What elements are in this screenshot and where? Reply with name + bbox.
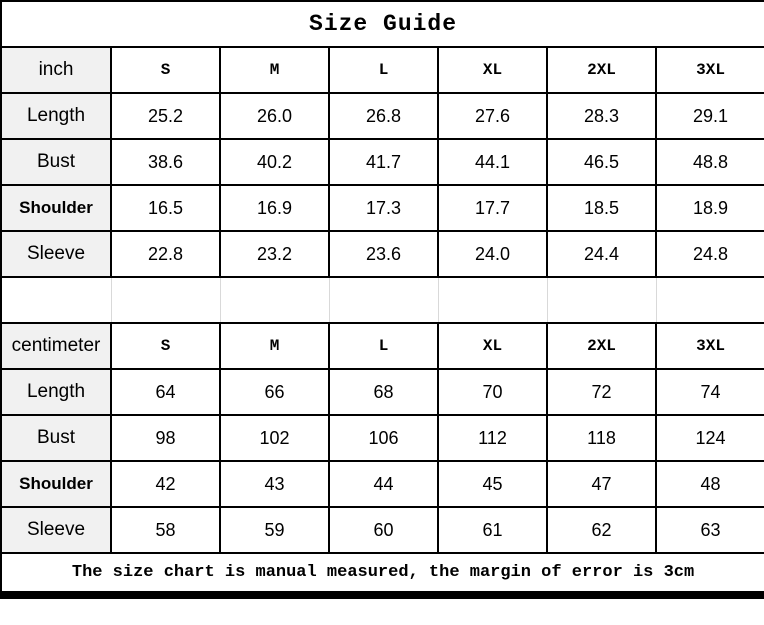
unit-label-inch: inch	[1, 47, 111, 93]
value-cell: 45	[438, 461, 547, 507]
inch-bust-row	[1, 139, 764, 185]
value-cell: 48.8	[656, 139, 764, 185]
row-label-bust: Bust	[1, 415, 111, 461]
value-cell: 59	[220, 507, 329, 553]
value-cell: 16.9	[220, 185, 329, 231]
value-cell: 44	[329, 461, 438, 507]
value-cell: 66	[220, 369, 329, 415]
value-cell: 72	[547, 369, 656, 415]
value-cell: 23.6	[329, 231, 438, 277]
value-cell: 62	[547, 507, 656, 553]
value-cell: 41.7	[329, 139, 438, 185]
size-header-m: M	[220, 47, 329, 93]
value-cell: 17.7	[438, 185, 547, 231]
value-cell: 17.3	[329, 185, 438, 231]
value-cell: 24.4	[547, 231, 656, 277]
value-cell: 18.5	[547, 185, 656, 231]
size-header-3xl: 3XL	[656, 47, 764, 93]
spacer-cell	[329, 277, 438, 323]
value-cell: 26.8	[329, 93, 438, 139]
title-row	[1, 1, 764, 47]
size-header-l: L	[329, 323, 438, 369]
value-cell: 16.5	[111, 185, 220, 231]
row-label-length: Length	[1, 369, 111, 415]
spacer-cell	[220, 277, 329, 323]
row-label-sleeve: Sleeve	[1, 507, 111, 553]
size-header-xl: XL	[438, 323, 547, 369]
value-cell: 47	[547, 461, 656, 507]
value-cell: 40.2	[220, 139, 329, 185]
size-header-3xl: 3XL	[656, 323, 764, 369]
value-cell: 63	[656, 507, 764, 553]
value-cell: 43	[220, 461, 329, 507]
value-cell: 46.5	[547, 139, 656, 185]
value-cell: 58	[111, 507, 220, 553]
value-cell: 64	[111, 369, 220, 415]
value-cell: 24.0	[438, 231, 547, 277]
row-label-length: Length	[1, 93, 111, 139]
inch-shoulder-row	[1, 185, 764, 231]
row-label-sleeve: Sleeve	[1, 231, 111, 277]
size-header-m: M	[220, 323, 329, 369]
cm-sleeve-row	[1, 507, 764, 553]
footer-row	[1, 553, 764, 595]
footer-note: The size chart is manual measured, the margin of error is 3cm	[1, 553, 764, 595]
inch-length-row	[1, 93, 764, 139]
value-cell: 60	[329, 507, 438, 553]
cm-length-row	[1, 369, 764, 415]
value-cell: 42	[111, 461, 220, 507]
value-cell: 23.2	[220, 231, 329, 277]
value-cell: 74	[656, 369, 764, 415]
value-cell: 25.2	[111, 93, 220, 139]
row-label-bust: Bust	[1, 139, 111, 185]
value-cell: 118	[547, 415, 656, 461]
value-cell: 70	[438, 369, 547, 415]
inch-sleeve-row	[1, 231, 764, 277]
centimeter-header-row	[1, 323, 764, 369]
row-label-shoulder: Shoulder	[1, 185, 111, 231]
value-cell: 18.9	[656, 185, 764, 231]
size-header-l: L	[329, 47, 438, 93]
page-title: Size Guide	[1, 1, 764, 47]
cm-bust-row	[1, 415, 764, 461]
value-cell: 26.0	[220, 93, 329, 139]
inch-header-row	[1, 47, 764, 93]
spacer-cell	[547, 277, 656, 323]
spacer-cell	[656, 277, 764, 323]
size-header-s: S	[111, 47, 220, 93]
value-cell: 44.1	[438, 139, 547, 185]
value-cell: 24.8	[656, 231, 764, 277]
unit-label-centimeter: centimeter	[1, 323, 111, 369]
size-header-2xl: 2XL	[547, 323, 656, 369]
value-cell: 22.8	[111, 231, 220, 277]
value-cell: 38.6	[111, 139, 220, 185]
value-cell: 102	[220, 415, 329, 461]
value-cell: 48	[656, 461, 764, 507]
spacer-cell	[1, 277, 111, 323]
value-cell: 29.1	[656, 93, 764, 139]
spacer-cell	[438, 277, 547, 323]
value-cell: 98	[111, 415, 220, 461]
size-header-2xl: 2XL	[547, 47, 656, 93]
value-cell: 112	[438, 415, 547, 461]
value-cell: 106	[329, 415, 438, 461]
value-cell: 28.3	[547, 93, 656, 139]
row-label-shoulder: Shoulder	[1, 461, 111, 507]
spacer-cell	[111, 277, 220, 323]
value-cell: 68	[329, 369, 438, 415]
value-cell: 124	[656, 415, 764, 461]
value-cell: 27.6	[438, 93, 547, 139]
cm-shoulder-row	[1, 461, 764, 507]
size-header-s: S	[111, 323, 220, 369]
size-header-xl: XL	[438, 47, 547, 93]
spacer-row	[1, 277, 764, 323]
value-cell: 61	[438, 507, 547, 553]
